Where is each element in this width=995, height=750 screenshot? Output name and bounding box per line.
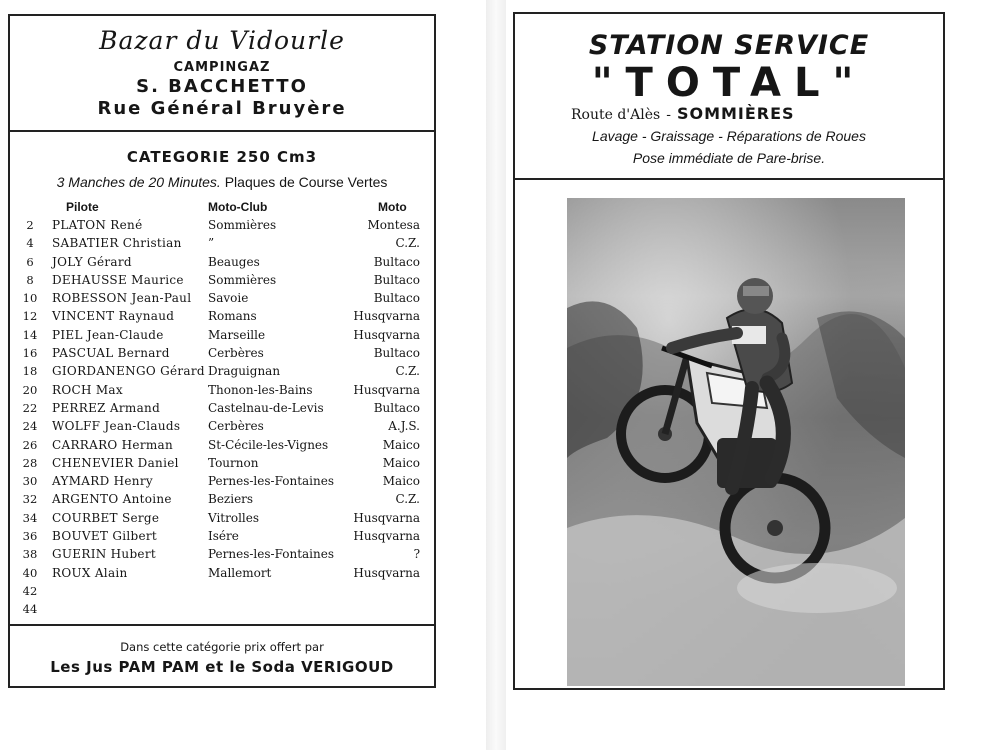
separator: - [666,107,671,123]
moto-club: Sommières [208,272,277,287]
pose-line: Pose immédiate de Pare-brise. [632,150,826,166]
entry-row [10,600,434,618]
race-number: 30 [22,474,38,489]
race-number: 40 [22,565,38,580]
entry-row [10,271,434,289]
motorcycle-make: Bultaco [373,254,420,269]
moto-club: Thonon-les-Bains [208,382,313,397]
entry-list [10,216,434,619]
motorcycle-make: C.Z. [395,492,420,507]
entry-row [10,545,434,563]
motorcycle-make: C.Z. [395,236,420,251]
station-address [571,104,795,123]
race-number: 8 [26,272,34,287]
moto-club: Savoie [208,291,249,306]
plaques-text: Plaques de Course Vertes [224,174,388,190]
entry-row [10,436,434,454]
left-page [8,14,436,688]
moto-club: Tournon [208,455,259,470]
entry-row [10,307,434,325]
pilot-name: ROBESSON Jean-Paul [52,291,192,306]
pilot-name: BOUVET Gilbert [52,529,158,544]
race-number: 32 [22,492,38,507]
shop-name: Bazar du Vidourle [99,26,345,55]
pilot-name: ROUX Alain [52,565,128,580]
moto-club: ” [208,236,215,251]
divider [10,624,434,626]
pilot-name: ARGENTO Antoine [52,492,172,507]
moto-club: Pernes-les-Fontaines [208,547,334,562]
race-number: 4 [26,236,34,251]
entry-row [10,417,434,435]
brand-label: CAMPINGAZ [173,60,271,75]
motorcycle-make: Husqvarna [353,327,420,342]
race-number: 18 [22,364,38,379]
motorcycle-make: Montesa [367,218,420,232]
motorcycle-make: Bultaco [373,400,420,415]
race-number: 26 [22,437,38,452]
race-number: 22 [22,400,38,415]
moto-club: Pernes-les-Fontaines [208,474,334,489]
divider [10,130,434,132]
pilot-name: VINCENT Raynaud [52,309,175,324]
motorcycle-make: Maico [382,455,420,470]
town-name: SOMMIÈRES [676,104,795,123]
race-number: 28 [22,455,38,470]
motorcycle-make: Maico [382,474,420,489]
entry-row [10,582,434,600]
race-number: 44 [22,602,38,617]
pilot-name: DEHAUSSE Maurice [52,272,184,287]
entry-row [10,289,434,307]
race-number: 38 [22,547,38,562]
manches-text: 3 Manches de 20 Minutes. [56,174,221,190]
column-header-moto: Moto [378,200,407,214]
entry-row [10,234,434,252]
moto-club: Draguignan [208,364,281,379]
column-header-moto-club: Moto-Club [208,200,268,214]
moto-club: Sommières [208,218,277,232]
moto-club: St-Cécile-les-Vignes [208,437,329,452]
motorcycle-make: Husqvarna [353,309,420,324]
motorcycle-make: C.Z. [395,364,420,379]
sponsor-brands: Les Jus PAM PAM et le Soda VERIGOUD [50,658,394,676]
moto-club: Beauges [208,254,260,269]
entry-row [10,216,434,234]
motorcycle-make: Bultaco [373,291,420,306]
motorcycle-make: Bultaco [373,272,420,287]
race-number: 36 [22,529,38,544]
pilot-name: CHENEVIER Daniel [52,455,179,470]
entry-row [10,253,434,271]
pilot-name: PIEL Jean-Claude [52,327,164,342]
motorcycle-make: Bultaco [373,346,420,361]
race-number: 20 [22,382,38,397]
moto-club: Isére [208,529,239,544]
race-number: 2 [26,218,34,232]
pilot-name: SABATIER Christian [52,236,182,251]
shop-address: Rue Général Bruyère [97,98,347,119]
race-number: 12 [22,309,38,324]
moto-club: Beziers [208,492,254,507]
pilot-name: PERREZ Armand [52,400,161,415]
entry-row [10,362,434,380]
route-label: Route d'Alès [571,107,661,123]
race-number: 42 [22,583,38,598]
moto-club: Castelnau-de-Levis [208,400,324,415]
right-page [513,12,945,690]
pilot-name: ROCH Max [52,382,123,397]
race-format [10,174,434,190]
moto-club: Cerbères [208,346,264,361]
race-number: 24 [22,419,38,434]
motorcycle-make: Husqvarna [353,565,420,580]
pilot-name: WOLFF Jean-Clauds [52,419,181,434]
entry-row [10,490,434,508]
column-header-pilote: Pilote [66,200,99,214]
motorcycle-make: Maico [382,437,420,452]
race-number: 16 [22,346,38,361]
entry-row [10,326,434,344]
pilot-name: COURBET Serge [52,510,160,525]
motorcycle-make: Husqvarna [353,529,420,544]
moto-club: Romans [208,309,257,324]
moto-club: Cerbères [208,419,264,434]
rider-illustration [567,198,905,686]
entry-row [10,344,434,362]
entry-row [10,472,434,490]
entry-row [10,509,434,527]
moto-club: Mallemort [208,565,272,580]
pilot-name: JOLY Gérard [52,254,132,269]
race-number: 6 [26,254,34,269]
category-heading: CATEGORIE 250 Cm3 [126,148,318,166]
entry-row [10,381,434,399]
pilot-name: GIORDANENGO Gérard [52,364,205,379]
race-number: 34 [22,510,38,525]
entry-row [10,454,434,472]
pilot-name: PASCUAL Bernard [52,346,170,361]
entry-row [10,527,434,545]
race-number: 14 [22,327,38,342]
motorcycle-make: Husqvarna [353,382,420,397]
pilot-name: PLATON René [52,218,143,232]
pilot-name: AYMARD Henry [52,474,153,489]
motocross-rider-photo [567,198,905,686]
station-title: STATION SERVICE [588,30,870,61]
pilot-name: GUERIN Hubert [52,547,156,562]
moto-club: Vitrolles [208,510,260,525]
motorcycle-make: Husqvarna [353,510,420,525]
divider [515,178,943,180]
race-number: 10 [22,291,38,306]
motorcycle-make: A.J.S. [388,419,420,434]
sponsor-line: Dans cette catégorie prix offert par [120,640,324,654]
entry-row [10,564,434,582]
station-brand: "TOTAL" [591,60,867,106]
entry-row [10,399,434,417]
page-gutter [486,0,506,750]
services-line: Lavage - Graissage - Réparations de Roues [592,128,866,144]
owner-name: S. BACCHETTO [136,76,308,97]
pilot-name: CARRARO Herman [52,437,174,452]
moto-club: Marseille [208,327,266,342]
motorcycle-make: ? [413,547,420,562]
